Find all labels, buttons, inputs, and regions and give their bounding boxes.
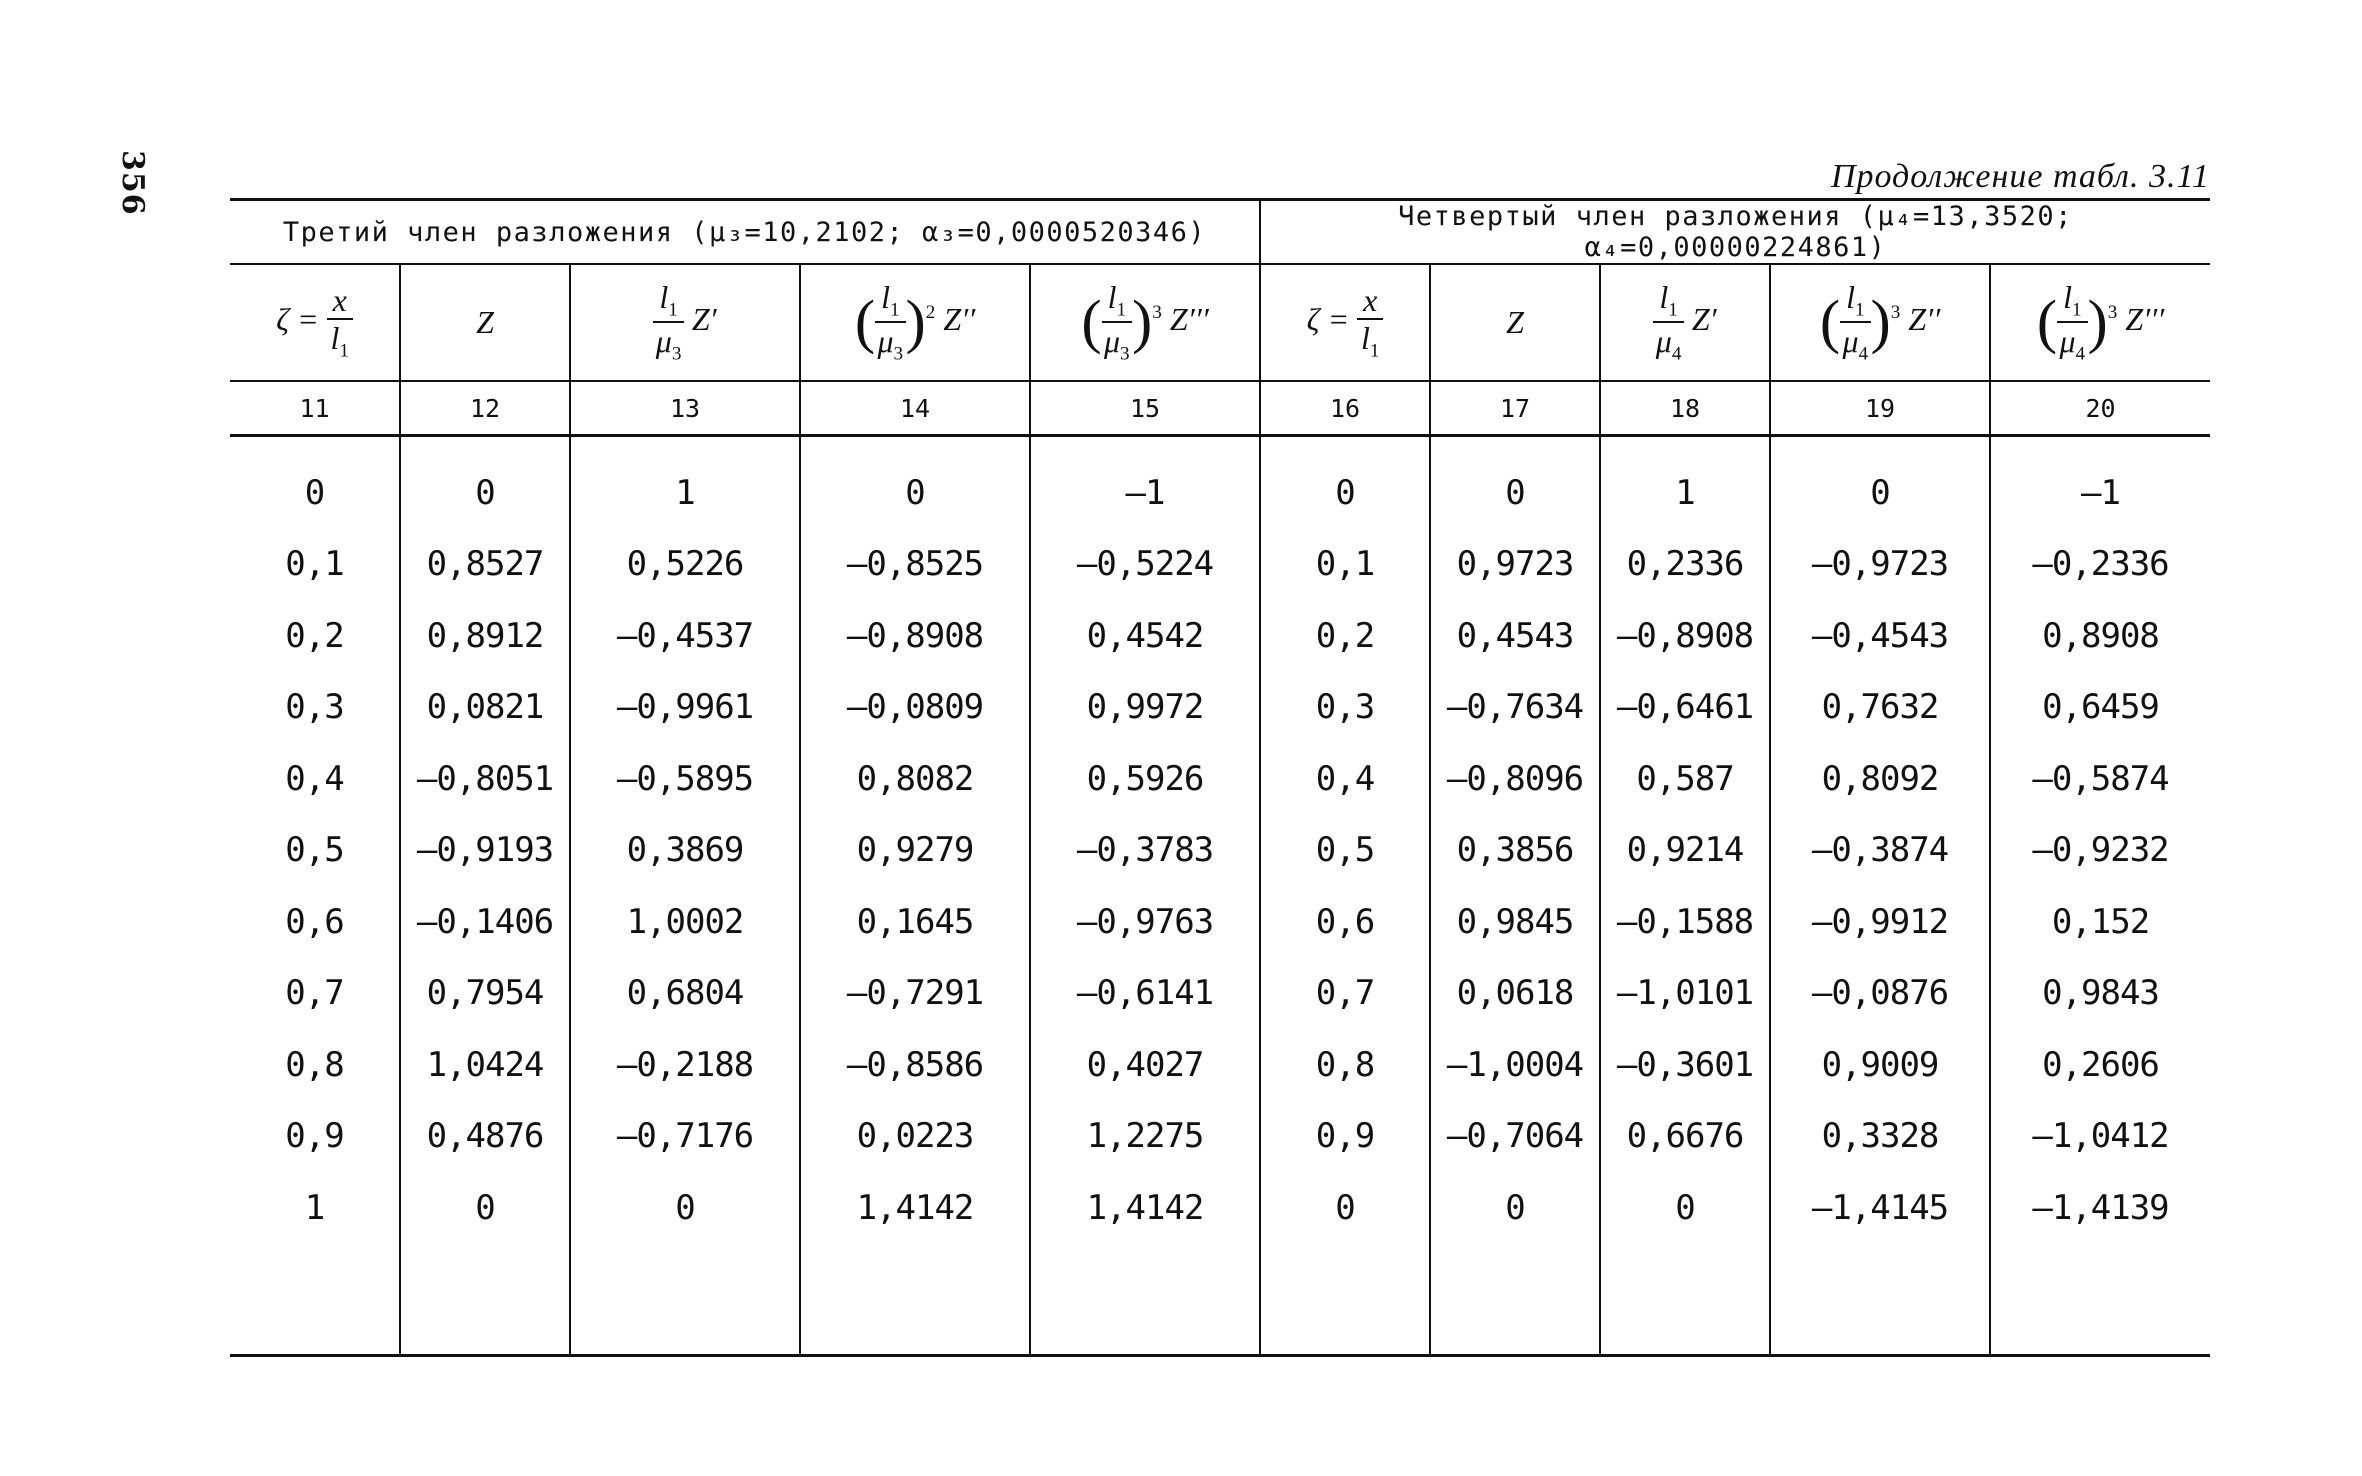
- table-cell: 1,4142: [800, 1172, 1030, 1244]
- table-cell: —1: [1990, 436, 2210, 529]
- table-cell: 0,5226: [570, 529, 800, 601]
- table-cell: 0,4542: [1030, 600, 1260, 672]
- table-cell: 0,7: [285, 973, 344, 1014]
- table-cell: 0,0821: [400, 672, 570, 744]
- table-cell: —0,8525: [800, 529, 1030, 601]
- header-z-3: Z: [400, 264, 570, 381]
- header-z-triple-prime-3: ( $\frac{l_1}{\mu_3}$ )$^3$ Z′′′: [1030, 264, 1260, 381]
- table-cell: 0,9: [285, 1116, 344, 1157]
- table-cell: 0,8912: [400, 600, 570, 672]
- table-cell: 0,9723: [1430, 529, 1600, 601]
- table-row: [230, 436, 2210, 529]
- table-cell: —0,1588: [1600, 886, 1770, 958]
- table-cell: 0,4543: [1430, 600, 1600, 672]
- header-zeta-4: ζ = $\frac{x}{l_1}$: [1260, 264, 1430, 381]
- table-cell: —0,7291: [800, 958, 1030, 1030]
- table-cell: 0,9: [1260, 1101, 1430, 1173]
- table-cell: 0,6459: [1990, 672, 2210, 744]
- table-cell: —1,4145: [1770, 1172, 1990, 1244]
- table-cell: 0: [800, 436, 1030, 529]
- table-row: [230, 600, 2210, 672]
- table-cell: 0,5: [1260, 815, 1430, 887]
- table-cell: 0,2606: [1990, 1029, 2210, 1101]
- table-row: [230, 672, 2210, 744]
- table-cell: —0,5874: [1990, 743, 2210, 815]
- header-zeta-3: ζ = $\frac{x}{l_1}$: [230, 264, 400, 381]
- table-cell: 0,3869: [570, 815, 800, 887]
- column-number: 19: [1770, 381, 1990, 436]
- column-number: 20: [1990, 381, 2210, 436]
- table-body: [230, 436, 2210, 1356]
- table-container: [230, 198, 2210, 1357]
- table-cell: 0: [1430, 436, 1600, 529]
- table-cell: —0,7176: [570, 1101, 800, 1173]
- table-cell: —0,9912: [1770, 886, 1990, 958]
- table-cell: 0,1: [285, 544, 344, 585]
- header-z-4: Z: [1430, 264, 1600, 381]
- table-cell: 0,8: [285, 1044, 344, 1085]
- table-cell: 0,587: [1600, 743, 1770, 815]
- table-cell: —0,0809: [800, 672, 1030, 744]
- table-cell: 0,0223: [800, 1101, 1030, 1173]
- column-number: 12: [400, 381, 570, 436]
- table-cell: 0,1645: [800, 886, 1030, 958]
- table-cell: —0,3601: [1600, 1029, 1770, 1101]
- table-cell: —1: [1030, 436, 1260, 529]
- table-cell: 0: [304, 472, 325, 513]
- table-cell: 0,2: [285, 615, 344, 656]
- table-cell: —0,5895: [570, 743, 800, 815]
- table-cell: —0,8586: [800, 1029, 1030, 1101]
- table-cell: —0,8096: [1430, 743, 1600, 815]
- table-cell: —0,6461: [1600, 672, 1770, 744]
- table-cell: —1,0101: [1600, 958, 1770, 1030]
- table-cell: —0,3874: [1770, 815, 1990, 887]
- table-cell: 0,1: [1260, 529, 1430, 601]
- header-z-prime-3: $\frac{l_1}{\mu_3}$ Z′: [570, 264, 800, 381]
- table-row: [230, 743, 2210, 815]
- column-number: 18: [1600, 381, 1770, 436]
- table-cell: 0,5926: [1030, 743, 1260, 815]
- table-cell: 0,6804: [570, 958, 800, 1030]
- table-cell: 0,9279: [800, 815, 1030, 887]
- table-cell: 0,152: [1990, 886, 2210, 958]
- table-cell: —0,3783: [1030, 815, 1260, 887]
- table-cell: —0,7634: [1430, 672, 1600, 744]
- table-cell: 0,4876: [400, 1101, 570, 1173]
- table-cell: 0,0618: [1430, 958, 1600, 1030]
- page-number: 356: [115, 150, 150, 216]
- table-cell: —0,4543: [1770, 600, 1990, 672]
- table-cell: 0,2: [1260, 600, 1430, 672]
- table-cell: 0,9009: [1770, 1029, 1990, 1101]
- table-cell: —0,9723: [1770, 529, 1990, 601]
- table-cell: 0: [1430, 1172, 1600, 1244]
- table-spacer-row: [230, 1244, 2210, 1356]
- table-cell: 0,9214: [1600, 815, 1770, 887]
- table-cell: —0,5224: [1030, 529, 1260, 601]
- table-cell: 0: [1260, 436, 1430, 529]
- table-row: [230, 1172, 2210, 1244]
- table-cell: 0,9972: [1030, 672, 1260, 744]
- header-z-double-prime-4: ( $\frac{l_1}{\mu_4}$ )$^3$ Z′′: [1770, 264, 1990, 381]
- table-cell: 0,8: [1260, 1029, 1430, 1101]
- table-cell: 0: [1770, 436, 1990, 529]
- table-row: [230, 958, 2210, 1030]
- section-title-fourth-term: Четвертый член разложения (μ₄=13,3520; α₄=0,00000224861): [1260, 201, 2210, 264]
- table-cell: 0,6676: [1600, 1101, 1770, 1173]
- table-cell: 0,2336: [1600, 529, 1770, 601]
- table-cell: —0,0876: [1770, 958, 1990, 1030]
- table-cell: 0: [570, 1172, 800, 1244]
- column-number: 17: [1430, 381, 1600, 436]
- table-cell: —0,6141: [1030, 958, 1260, 1030]
- table-cell: —0,9232: [1990, 815, 2210, 887]
- table-cell: 0,7632: [1770, 672, 1990, 744]
- table-cell: 0,8527: [400, 529, 570, 601]
- table-cell: 1,0424: [400, 1029, 570, 1101]
- table-cell: —0,9763: [1030, 886, 1260, 958]
- header-z-double-prime-3: ( $\frac{l_1}{\mu_3}$ )$^2$ Z′′: [800, 264, 1030, 381]
- section-title-third-term: Третий член разложения (μ₃=10,2102; α₃=0,0000520346): [230, 201, 1260, 264]
- table-cell: —0,2336: [1990, 529, 2210, 601]
- table-cell: 0,3328: [1770, 1101, 1990, 1173]
- table-cell: 0,7954: [400, 958, 570, 1030]
- column-number: 16: [1260, 381, 1430, 436]
- table-cell: 0,3: [285, 687, 344, 728]
- table-cell: 0: [1260, 1172, 1430, 1244]
- table-cell: 0,4: [1260, 743, 1430, 815]
- table-cell: 0,4027: [1030, 1029, 1260, 1101]
- table-cell: 0,8092: [1770, 743, 1990, 815]
- table-cell: —0,9961: [570, 672, 800, 744]
- table-cell: 0,3856: [1430, 815, 1600, 887]
- table-cell: 1: [570, 436, 800, 529]
- table-cell: 0,7: [1260, 958, 1430, 1030]
- table-cell: 0,9845: [1430, 886, 1600, 958]
- table-cell: 0,3: [1260, 672, 1430, 744]
- column-number: 14: [800, 381, 1030, 436]
- table-cell: —0,8908: [800, 600, 1030, 672]
- table-caption: Продолжение табл. 3.11: [1830, 158, 2210, 195]
- table-cell: 0,6: [285, 901, 344, 942]
- header-z-prime-4: $\frac{l_1}{\mu_4}$ Z′: [1600, 264, 1770, 381]
- table-row: [230, 1029, 2210, 1101]
- table-cell: 1,4142: [1030, 1172, 1260, 1244]
- table-cell: 0,9843: [1990, 958, 2210, 1030]
- table-cell: —0,7064: [1430, 1101, 1600, 1173]
- table-row: [230, 886, 2210, 958]
- table-cell: 0,5: [285, 830, 344, 871]
- table-cell: 0,4: [285, 758, 344, 799]
- table-cell: 1: [304, 1187, 325, 1228]
- column-number: 11: [230, 381, 400, 436]
- table-row: [230, 529, 2210, 601]
- table-cell: —0,4537: [570, 600, 800, 672]
- header-z-triple-prime-4: ( $\frac{l_1}{\mu_4}$ )$^3$ Z′′′: [1990, 264, 2210, 381]
- table-cell: 0,8082: [800, 743, 1030, 815]
- table-row: [230, 815, 2210, 887]
- table-cell: 0,8908: [1990, 600, 2210, 672]
- column-number-row: [230, 381, 2210, 436]
- column-number: 15: [1030, 381, 1260, 436]
- table-cell: 1,0002: [570, 886, 800, 958]
- table-cell: 1: [1600, 436, 1770, 529]
- table-row: [230, 1101, 2210, 1173]
- column-number: 13: [570, 381, 800, 436]
- table-cell: 0,6: [1260, 886, 1430, 958]
- table-cell: —0,2188: [570, 1029, 800, 1101]
- table-cell: 0: [400, 1172, 570, 1244]
- table-cell: —0,9193: [400, 815, 570, 887]
- table-cell: —0,8908: [1600, 600, 1770, 672]
- table-cell: —1,0004: [1430, 1029, 1600, 1101]
- table-cell: 1,2275: [1030, 1101, 1260, 1173]
- table-cell: —1,0412: [1990, 1101, 2210, 1173]
- table-cell: —0,8051: [400, 743, 570, 815]
- data-table: [230, 198, 2210, 1357]
- table-cell: —1,4139: [1990, 1172, 2210, 1244]
- table-cell: 0: [1600, 1172, 1770, 1244]
- table-cell: —0,1406: [400, 886, 570, 958]
- table-cell: 0: [400, 436, 570, 529]
